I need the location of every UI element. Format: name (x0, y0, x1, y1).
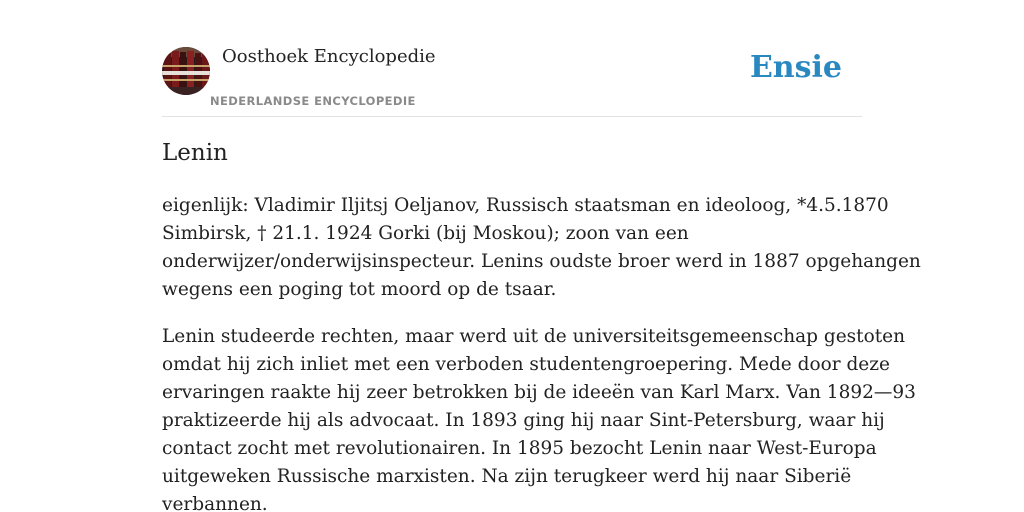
paragraph-line: ervaringen raakte hij zeer betrokken bij de ideeën van Karl Marx. Van 1892—93 (162, 382, 916, 403)
article-paragraph (162, 192, 921, 304)
article-title: Lenin (162, 140, 228, 166)
paragraph-line: omdat hij zich inliet met een verboden studentengroepering. Mede door deze (162, 354, 890, 375)
paragraph-line: eigenlijk: Vladimir Iljitsj Oeljanov, Russisch staatsman en ideoloog, *4.5.1870 (162, 195, 889, 216)
article-body (162, 192, 921, 512)
site-header (162, 0, 862, 117)
book-spines-icon[interactable] (162, 47, 210, 95)
brand-logo-link[interactable]: Ensie (749, 50, 842, 85)
article-paragraph (162, 323, 916, 512)
paragraph-line: Simbirsk, † 21.1. 1924 Gorki (bij Moskou); zoon van een (162, 223, 689, 244)
paragraph-line: contact zocht met revolutionairen. In 1895 bezocht Lenin naar West-Europa (162, 438, 877, 459)
paragraph-line: onderwijzer/onderwijsinspecteur. Lenins oudste broer werd in 1887 opgehangen (162, 251, 921, 272)
paragraph-line: wegens een poging tot moord op de tsaar. (162, 279, 557, 300)
paragraph-line: verbannen. (162, 494, 268, 512)
paragraph-line: praktizeerde hij als advocaat. In 1893 ging hij naar Sint-Petersburg, waar hij (162, 410, 885, 431)
paragraph-line: uitgeweken Russische marxisten. Na zijn terugkeer werd hij naar Siberië (162, 466, 852, 487)
paragraph-line: Lenin studeerde rechten, maar werd uit de universiteitsgemeenschap gestoten (162, 326, 906, 347)
site-name[interactable]: Oosthoek Encyclopedie (222, 46, 436, 67)
site-tagline: NEDERLANDSE ENCYCLOPEDIE (210, 94, 416, 108)
